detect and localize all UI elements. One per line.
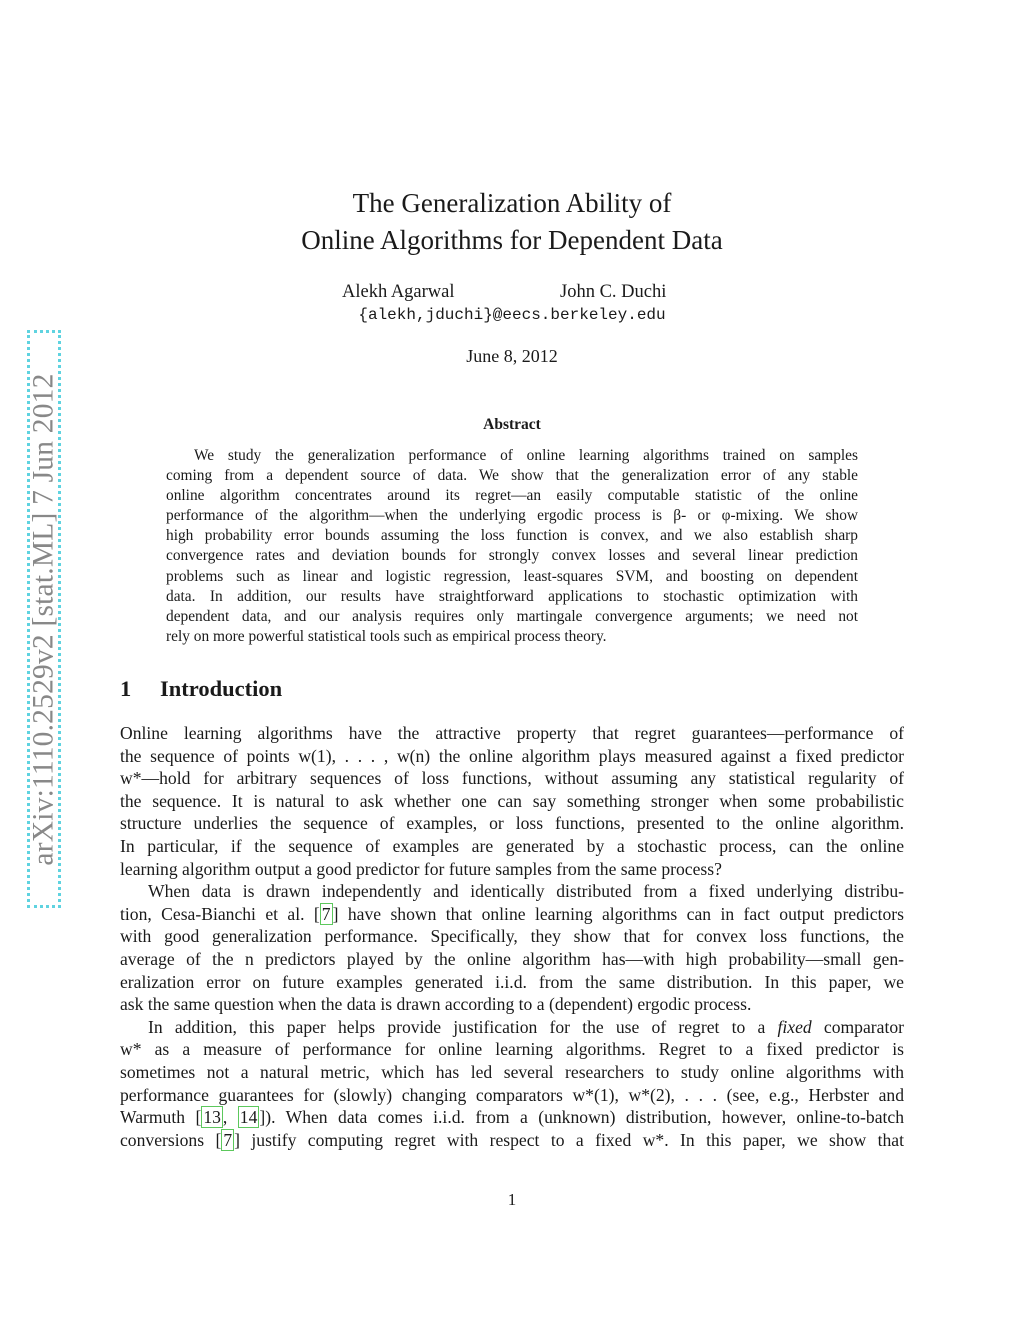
paper-date: June 8, 2012 <box>466 346 558 366</box>
body-line <box>120 1016 904 1039</box>
abstract-line: high probability error bounds assuming the loss function is convex, and we also establish sharp <box>166 527 858 545</box>
body-line: learning algorithm output a good predictor for future samples from the same process? <box>120 858 722 879</box>
text-run: ]). When data comes i.i.d. from a (unknown) distribution, however, online-to-batch <box>259 1107 904 1128</box>
title-line-1: The Generalization Ability of <box>352 188 672 218</box>
section-number: 1 <box>120 676 132 701</box>
body-line: performance guarantees for (slowly) changing comparators w*(1), w*(2), . . . (see, e.g., Herbster and <box>120 1084 904 1105</box>
body-line <box>120 1106 904 1129</box>
body-line: sometimes not a natural metric, which has led several researchers to study online algorithms with <box>120 1061 904 1082</box>
body-line <box>120 903 904 926</box>
author-name: Alekh Agarwal <box>342 282 455 302</box>
body-line: Online learning algorithms have the attractive property that regret guarantees—performance of <box>120 723 904 743</box>
text-run: tion, Cesa-Bianchi et al. [ <box>120 903 320 924</box>
body-line: w*—hold for arbitrary sequences of loss functions, without assuming any statistical regularity of <box>120 768 904 789</box>
paper-title <box>0 185 1024 259</box>
body-line: When data is drawn independently and identically distributed from a fixed underlying distribu- <box>148 881 904 902</box>
abstract-line: convergence rates and deviation bounds for strongly convex losses and several linear prediction <box>166 547 858 565</box>
body-line: eralization error on future examples generated i.i.d. from the same distribution. In this paper, we <box>120 971 904 992</box>
abstract-heading: Abstract <box>483 416 541 433</box>
section-heading <box>120 676 282 702</box>
page-number: 1 <box>507 1190 517 1209</box>
citation-link[interactable]: 7 <box>223 1129 233 1150</box>
citation-link[interactable]: 7 <box>321 903 331 924</box>
author-email: {alekh,jduchi}@eecs.berkeley.edu <box>358 306 666 324</box>
body-line: the sequence. It is natural to ask whether one can say something stronger when some probabilistic <box>120 790 904 811</box>
text-run: Warmuth [ <box>120 1107 202 1128</box>
body-line: In particular, if the sequence of examples are generated by a stochastic process, can the online <box>120 835 904 856</box>
body-line: average of the n predictors played by the online algorithm has—with high probability—small gen- <box>120 948 904 969</box>
abstract-line: data. In addition, our results have straightforward applications to stochastic optimization with <box>166 587 858 605</box>
abstract-line: online algorithm concentrates around its regret—an easily computable statistic of the online <box>166 487 858 505</box>
body-line: with good generalization performance. Specifically, they show that for convex loss functions, the <box>120 926 904 947</box>
text-run: ] justify computing regret with respect to a fixed w*. In this paper, we show that <box>234 1129 904 1150</box>
author-name: John C. Duchi <box>560 282 667 302</box>
abstract-line: We study the generalization performance of online learning algorithms trained on samples <box>194 447 858 464</box>
section-title: Introduction <box>160 676 283 701</box>
body-line: w* as a measure of performance for online learning algorithms. Regret to a fixed predictor is <box>120 1039 904 1060</box>
arxiv-stamp-text: arXiv:1110.2529v2 [stat.ML] 7 Jun 2012 <box>27 372 60 866</box>
text-run: ] have shown that online learning algorithms can in fact output predictors <box>332 903 904 924</box>
section-body <box>120 722 904 1151</box>
emphasis: fixed <box>777 1016 812 1037</box>
abstract-line: dependent data, and our analysis requires only martingale convergence arguments; we need not <box>166 607 858 625</box>
title-line-2: Online Algorithms for Dependent Data <box>301 225 723 255</box>
body-line: structure underlies the sequence of examples, or loss functions, presented to the online algorithm. <box>120 813 904 834</box>
abstract-line: performance of the algorithm—when the underlying ergodic process is β- or φ-mixing. We show <box>166 507 858 525</box>
body-line <box>120 1129 904 1152</box>
abstract-body <box>166 446 858 647</box>
abstract-line: problems such as linear and logistic regression, least-squares SVM, and boosting on dependent <box>166 567 858 585</box>
citation-link[interactable]: 14 <box>239 1107 258 1128</box>
text-run: In addition, this paper helps provide justification for the use of regret to a <box>148 1016 778 1037</box>
abstract-line: coming from a dependent source of data. We show that the generalization error of any stable <box>166 467 858 485</box>
text-run: conversions [ <box>120 1129 222 1150</box>
abstract-line: rely on more powerful statistical tools such as empirical process theory. <box>166 627 607 645</box>
citation-link[interactable]: 13 <box>203 1107 221 1128</box>
text-run: , <box>222 1107 238 1128</box>
text-run: comparator <box>811 1016 904 1037</box>
body-line: the sequence of points w(1), . . . , w(n) the online algorithm plays measured against a fixed predictor <box>120 745 904 766</box>
body-line: ask the same question when the data is drawn according to a (dependent) ergodic process. <box>120 994 752 1015</box>
